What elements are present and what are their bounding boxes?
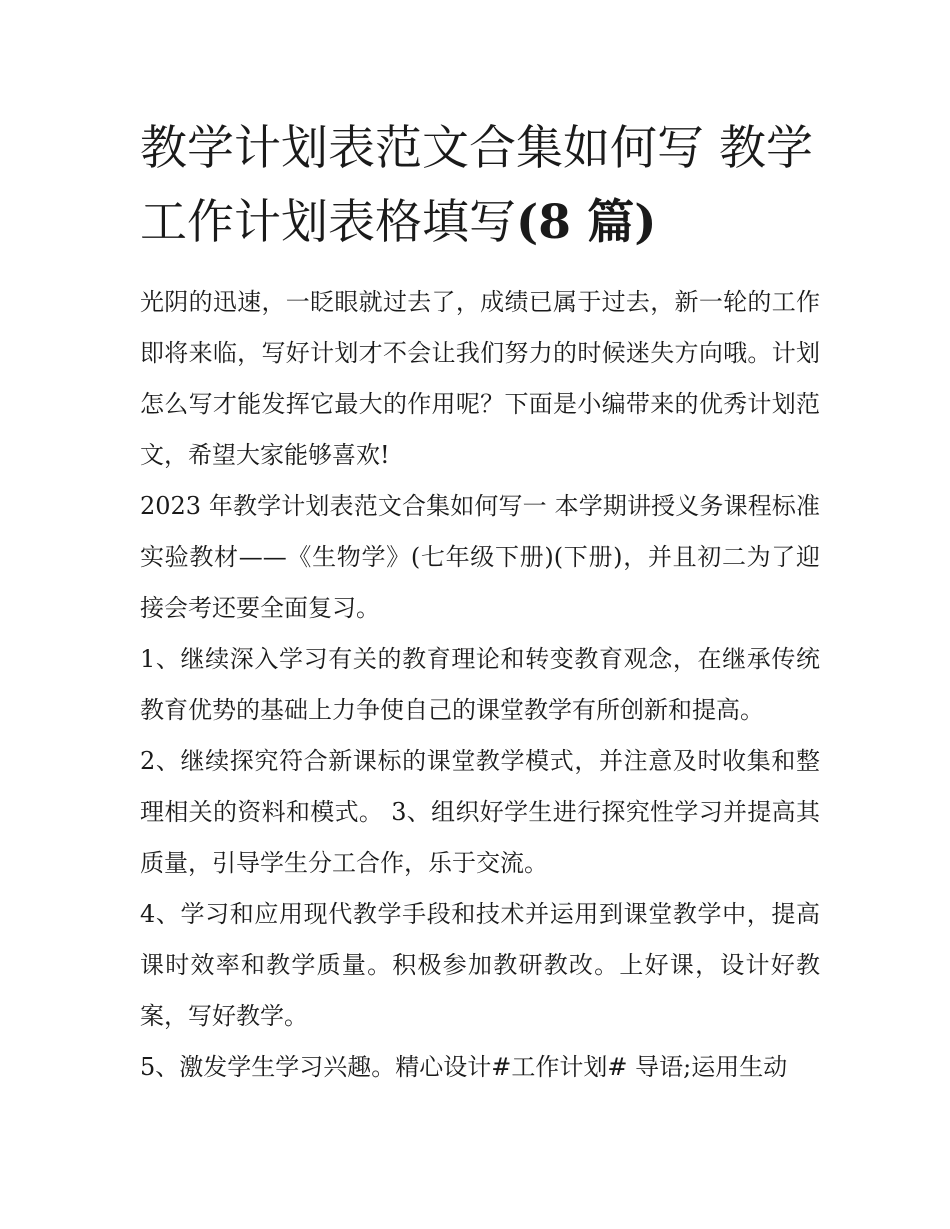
document-body xyxy=(140,277,820,1093)
intro-paragraph: 光阴的迅速，一眨眼就过去了，成绩已属于过去，新一轮的工作即将来临，写好计划才不会让我们努力的时候迷失方向哦。计划怎么写才能发挥它最大的作用呢？下面是小编带来的优秀计划范文，希望大家能够喜欢! xyxy=(140,288,820,469)
section-heading-paragraph: 2023 年教学计划表范文合集如何写一 本学期讲授义务课程标准实验教材——《生物学》(七年级下册)(下册)，并且初二为了迎接会考还要全面复习。 xyxy=(140,492,820,622)
title-suffix-text: (8 篇) xyxy=(516,195,657,250)
title-main-text: 教学计划表范文合集如何写 教学工作计划表格填写 xyxy=(140,121,813,250)
list-item-5: 5、激发学生学习兴趣。精心设计#工作计划# 导语;运用生动 xyxy=(140,1053,788,1081)
list-item-1: 1、继续深入学习有关的教育理论和转变教育观念，在继承传统教育优势的基础上力争使自己的课堂教学有所创新和提高。 xyxy=(140,645,820,724)
list-item-2-3: 2、继续探究符合新课标的课堂教学模式，并注意及时收集和整理相关的资料和模式。 3、组织好学生进行探究性学习并提高其质量，引导学生分工合作，乐于交流。 xyxy=(140,747,820,877)
page-title xyxy=(140,112,820,260)
list-item-4: 4、学习和应用现代教学手段和技术并运用到课堂教学中，提高课时效率和教学质量。积极参加教研教改。上好课，设计好教案，写好教学。 xyxy=(140,900,820,1030)
